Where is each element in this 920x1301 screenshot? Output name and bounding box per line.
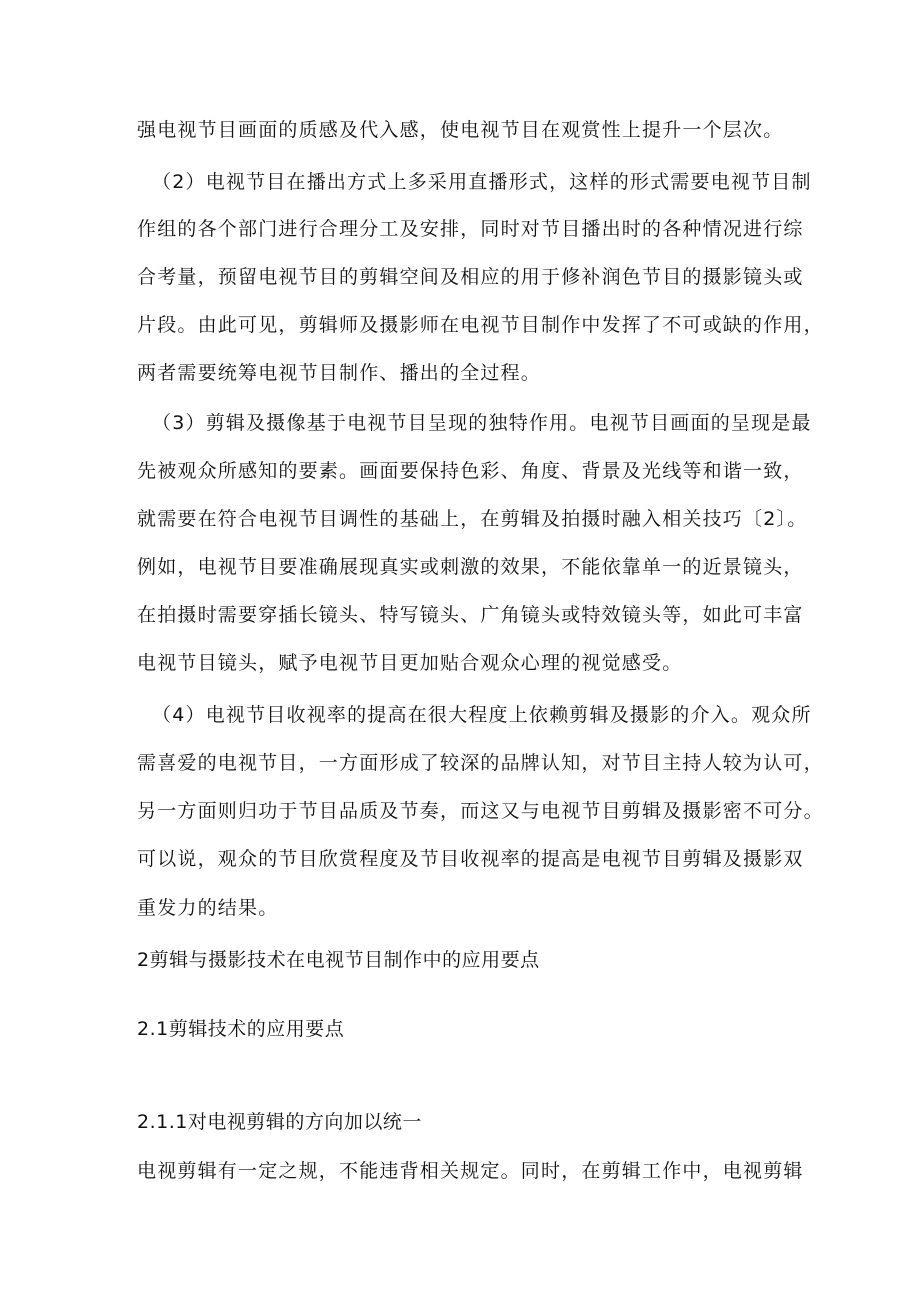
section-heading: 2剪辑与摄影技术在电视节目制作中的应用要点 [137,949,540,971]
paragraph-line: 作组的各个部门进行合理分工及安排，同时对节目播出时的各种情况进行综 [137,218,804,240]
paragraph-line: 电视节目镜头，赋予电视节目更加贴合观众心理的视觉感受。 [137,652,683,674]
paragraph-line: 电视剪辑有一定之规，不能违背相关规定。同时，在剪辑工作中，电视剪辑 [137,1160,804,1182]
paragraph-line: （2）电视节目在播出方式上多采用直播形式，这样的形式需要电视节目制 [152,171,812,193]
paragraph-line: 片段。由此可见，剪辑师及摄影师在电视节目制作中发挥了不可或缺的作用， [137,314,824,336]
paragraph-line: 在拍摄时需要穿插长镜头、特写镜头、广角镜头或特效镜头等，如此可丰富 [137,604,804,626]
paragraph-line: 先被观众所感知的要素。画面要保持色彩、角度、背景及光线等和谐一致， [137,460,804,482]
paragraph-line: 重发力的结果。 [137,897,279,919]
paragraph-line: （4）电视节目收视率的提高在很大程度上依赖剪辑及摄影的介入。观众所 [152,704,812,726]
paragraph-line: 需喜爱的电视节目，一方面形成了较深的品牌认知，对节目主持人较为认可， [137,752,824,774]
paragraph-line: 另一方面则归功于节目品质及节奏，而这又与电视节目剪辑及摄影密不可分。 [137,800,824,822]
paragraph-line: 合考量，预留电视节目的剪辑空间及相应的用于修补润色节目的摄影镜头或 [137,266,804,288]
subsubsection-heading: 2.1.1对电视剪辑的方向加以统一 [137,1111,422,1133]
paragraph-line: 就需要在符合电视节目调性的基础上，在剪辑及拍摄时融入相关技巧〔2〕。 [137,508,808,530]
subsection-heading: 2.1剪辑技术的应用要点 [137,1018,345,1040]
paragraph-line: 强电视节目画面的质感及代入感，使电视节目在观赏性上提升一个层次。 [137,119,784,141]
paragraph-line: 可以说，观众的节目欣赏程度及节目收视率的提高是电视节目剪辑及摄影双 [137,848,804,870]
paragraph-line: （3）剪辑及摄像基于电视节目呈现的独特作用。电视节目画面的呈现是最 [152,412,812,434]
paragraph-line: 例如，电视节目要准确展现真实或刺激的效果，不能依靠单一的近景镜头， [137,556,804,578]
paragraph-line: 两者需要统筹电视节目制作、播出的全过程。 [137,362,542,384]
